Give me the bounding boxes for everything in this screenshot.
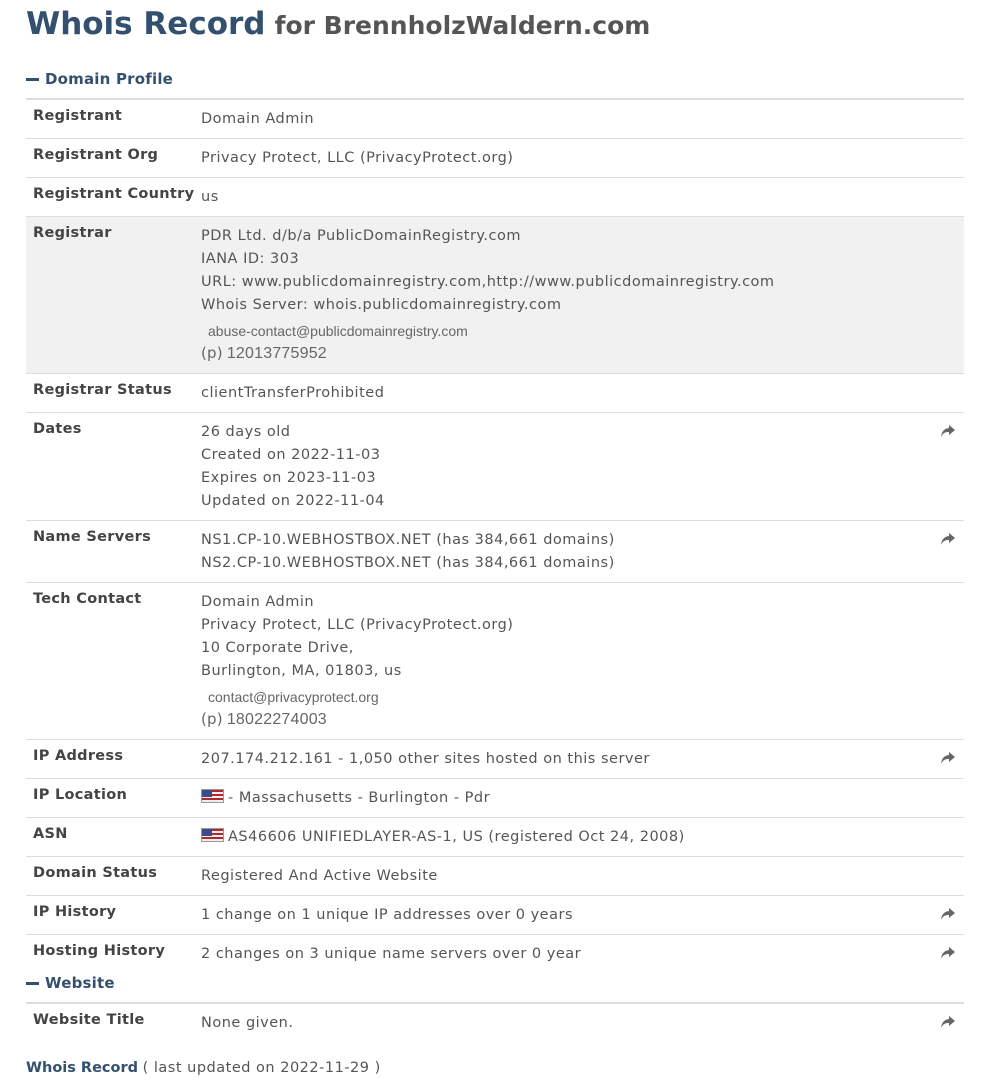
row-asn	[26, 818, 964, 857]
row-value: clientTransferProhibited	[201, 385, 385, 401]
row-key: Hosting History	[33, 943, 166, 959]
row-value: 2 changes on 3 unique name servers over 0 year	[201, 946, 582, 962]
row-key: IP Address	[33, 748, 124, 764]
row-value: - Massachusetts - Burlington - Pdr	[228, 790, 491, 806]
row-domain-status	[26, 857, 964, 896]
row-name-servers	[26, 521, 964, 583]
row-registrar	[26, 217, 964, 374]
created-date: Created on 2022-11-03	[201, 447, 381, 463]
row-key: Registrant Country	[33, 186, 195, 202]
page-title	[26, 6, 650, 42]
row-registrant-org	[26, 139, 964, 178]
row-key: Name Servers	[33, 529, 152, 545]
tech-contact-org: Privacy Protect, LLC (PrivacyProtect.org)	[201, 617, 514, 633]
phone-label: (p)	[201, 710, 223, 728]
domain-profile-table	[26, 98, 964, 973]
row-value: None given.	[201, 1015, 294, 1031]
row-ip-address	[26, 740, 964, 779]
us-flag-icon	[201, 789, 224, 803]
row-key: Registrar Status	[33, 382, 172, 398]
share-arrow-icon[interactable]	[940, 424, 956, 438]
registrar-iana: IANA ID: 303	[201, 251, 300, 267]
registrar-email: abuse-contact@publicdomainregistry.com	[208, 323, 468, 339]
phone-number: 12013775952	[226, 345, 327, 362]
row-key: IP Location	[33, 787, 128, 803]
row-key: Website Title	[33, 1012, 145, 1028]
registrar-url: URL: www.publicdomainregistry.com,http://www.publicdomainregistry.com	[201, 274, 775, 290]
row-website-title	[26, 1004, 964, 1042]
page-title-main: Whois Record	[26, 6, 266, 42]
row-hosting-history	[26, 935, 964, 973]
registrar-whois-server: Whois Server: whois.publicdomainregistry.com	[201, 297, 562, 313]
row-value: 1 change on 1 unique IP addresses over 0 years	[201, 907, 574, 923]
row-registrar-status	[26, 374, 964, 413]
row-key: Dates	[33, 421, 82, 437]
tech-contact-email: contact@privacyprotect.org	[208, 689, 379, 705]
share-arrow-icon[interactable]	[940, 946, 956, 960]
tech-contact-city: Burlington, MA, 01803, us	[201, 663, 402, 679]
page-title-domain: for BrennholzWaldern.com	[274, 11, 651, 40]
section-label: Domain Profile	[45, 70, 174, 88]
name-server-1: NS1.CP-10.WEBHOSTBOX.NET (has 384,661 domains)	[201, 532, 615, 548]
row-key: Registrant	[33, 108, 123, 124]
tech-contact-street: 10 Corporate Drive,	[201, 640, 354, 656]
minus-icon[interactable]	[26, 78, 39, 81]
row-value: Registered And Active Website	[201, 868, 438, 884]
row-value: Privacy Protect, LLC (PrivacyProtect.org)	[201, 150, 514, 166]
phone-number: 18022274003	[226, 711, 327, 728]
row-key: IP History	[33, 904, 117, 920]
whois-record-footer	[26, 1060, 381, 1076]
expires-date: Expires on 2023-11-03	[201, 470, 377, 486]
domain-profile-header[interactable]	[26, 68, 964, 90]
share-arrow-icon[interactable]	[940, 751, 956, 765]
row-registrant	[26, 100, 964, 139]
minus-icon[interactable]	[26, 982, 39, 985]
row-value: us	[201, 189, 219, 205]
row-key: Tech Contact	[33, 591, 142, 607]
updated-date: Updated on 2022-11-04	[201, 493, 385, 509]
row-key: Registrant Org	[33, 147, 159, 163]
row-tech-contact	[26, 583, 964, 740]
domain-age: 26 days old	[201, 424, 291, 440]
us-flag-icon	[201, 828, 224, 842]
phone-label: (p)	[201, 344, 223, 362]
row-dates	[26, 413, 964, 521]
row-ip-location	[26, 779, 964, 818]
registrar-phone	[201, 341, 964, 366]
row-ip-history	[26, 896, 964, 935]
share-arrow-icon[interactable]	[940, 532, 956, 546]
registrar-name: PDR Ltd. d/b/a PublicDomainRegistry.com	[201, 228, 521, 244]
website-header[interactable]	[26, 972, 964, 994]
row-key: Domain Status	[33, 865, 158, 881]
website-table	[26, 1002, 964, 1042]
row-value: 207.174.212.161 - 1,050 other sites hosted on this server	[201, 751, 650, 767]
row-registrant-country	[26, 178, 964, 217]
whois-record-link[interactable]: Whois Record	[26, 1060, 139, 1076]
name-server-2: NS2.CP-10.WEBHOSTBOX.NET (has 384,661 domains)	[201, 555, 615, 571]
row-key: ASN	[33, 826, 68, 842]
share-arrow-icon[interactable]	[940, 1015, 956, 1029]
row-key: Registrar	[33, 225, 112, 241]
tech-contact-phone	[201, 707, 964, 732]
tech-contact-name: Domain Admin	[201, 594, 315, 610]
section-label: Website	[45, 974, 115, 992]
row-value: Domain Admin	[201, 111, 315, 127]
last-updated: ( last updated on 2022-11-29 )	[142, 1060, 381, 1076]
row-value: AS46606 UNIFIEDLAYER-AS-1, US (registered Oct 24, 2008)	[228, 829, 685, 845]
share-arrow-icon[interactable]	[940, 907, 956, 921]
